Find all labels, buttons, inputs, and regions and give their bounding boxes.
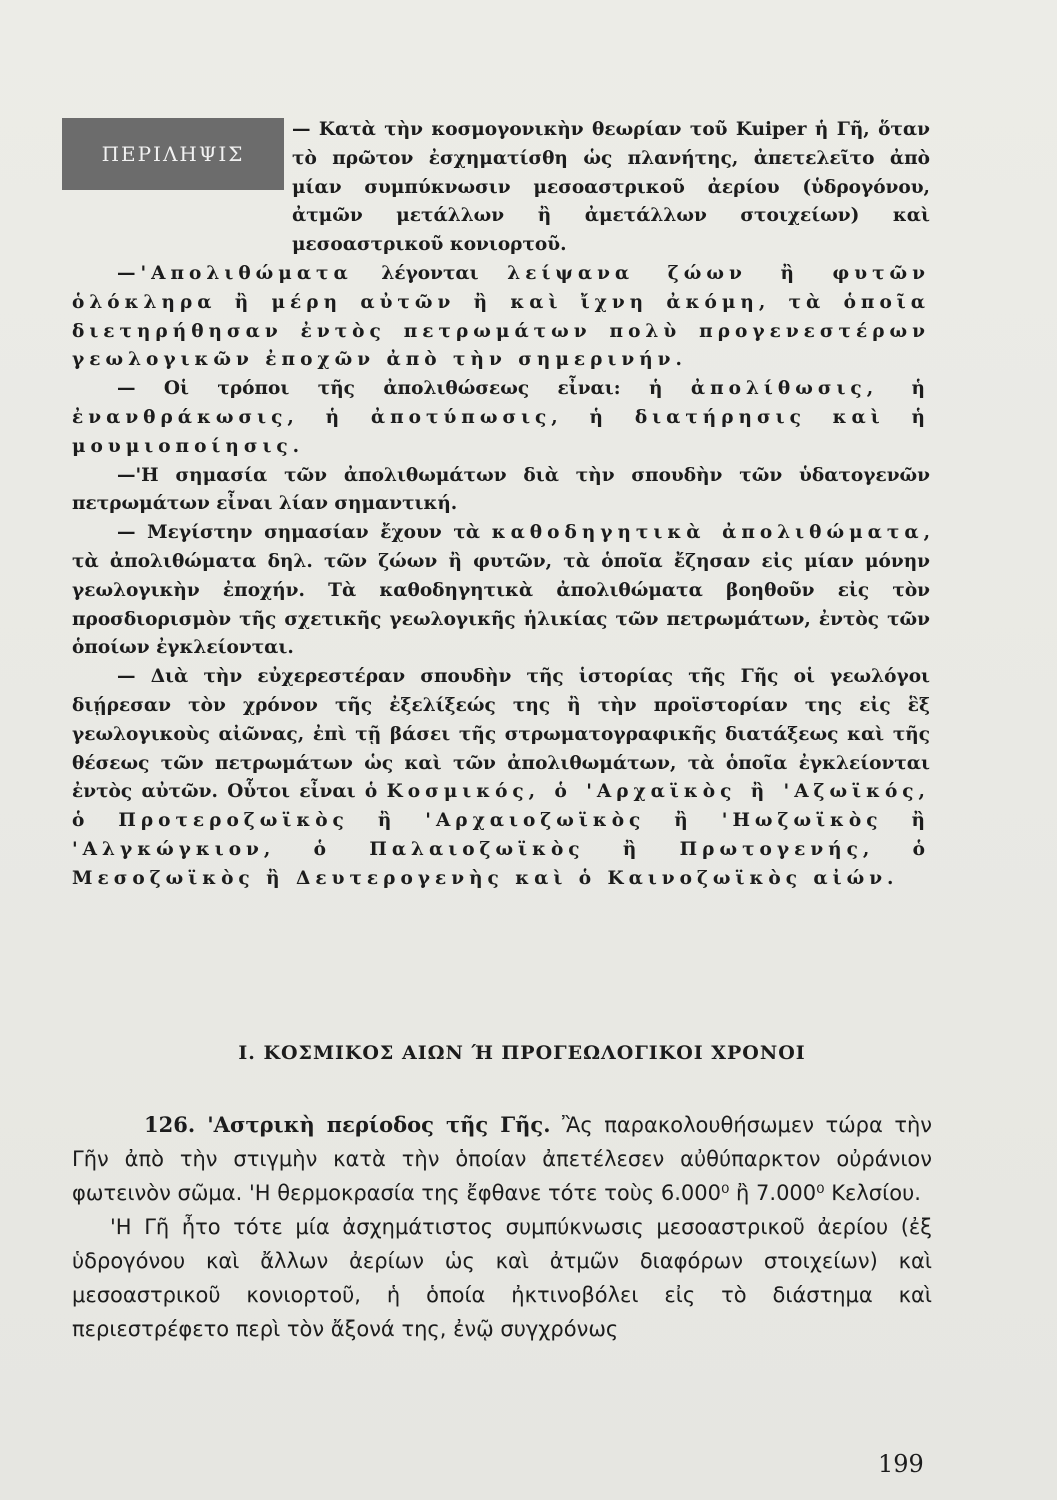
summary-badge-label: ΠΕΡΙΛΗΨΙΣ	[101, 142, 245, 166]
page-number: 199	[878, 1450, 924, 1478]
chapter-title: Ι. ΚΟΣΜΙΚΟΣ ΑΙΩΝ Ή ΠΡΟΓΕΩΛΟΓΙΚΟΙ ΧΡΟΝΟΙ	[238, 1042, 806, 1064]
summary-paragraph-fossils: —'Απολιθώματα λέγονται λείψανα ζώων ἢ φυτῶν ὁλόκληρα ἢ μέρη αὐτῶν ἢ καὶ ἴχνη ἀκόμη, τὰ ὁποῖα διετηρήθησαν ἐντὸς πετρωμάτων πολὺ προγενεστέρων γεωλογικῶν ἐποχῶν ἀπὸ τὴν σημερινήν.	[72, 262, 931, 371]
section-heading: 126. 'Αστρικὴ περίοδος τῆς Γῆς.	[144, 1112, 551, 1137]
section-paragraph-1: 126. 'Αστρικὴ περίοδος τῆς Γῆς. Ἂς παρακολουθήσωμεν τώρα τὴν Γῆν ἀπὸ τὴν στιγμὴν κατὰ τὴν ὁποίαν ἀπετέλεσεν αὐθύπαρκτον οὐράνιον φωτεινὸν σῶμα. 'Η θερμοκρασία της ἔφθανε τότε τοὺς 6.000⁰ ἢ 7.000⁰ Κελσίου.	[72, 1112, 932, 1205]
summary-paragraph-eons: — Διὰ τὴν εὐχερεστέραν σπουδὴν τῆς ἱστορίας τῆς Γῆς οἱ γεωλόγοι διῄρεσαν τὸν χρόνον τῆς ἐξελίξεώς της ἢ τὴν προϊστορίαν της εἰς ἓξ γεωλογικοὺς αἰῶνας, ἐπὶ τῇ βάσει τῆς στρωματογραφικῆς διατάξεως καὶ τῆς θέσεως τῶν πετρωμάτων ὡς καὶ τῶν ἀπολιθωμάτων, τὰ ὁποῖα ἐγκλείονται ἐντὸς αὐτῶν. Οὗτοι εἶναι ὁ Κοσμικός, ὁ 'Αρχαϊκὸς ἢ 'Αζωϊκός, ὁ Προτεροζωϊκὸς ἢ 'Αρχαιοζωϊκὸς ἢ 'Ηωζωϊκὸς ἢ 'Αλγκώγκιον, ὁ Παλαιοζωϊκὸς ἢ Πρωτογενής, ὁ Μεσοζωϊκὸς ἢ Δευτερογενὴς καὶ ὁ Καινοζωϊκὸς αἰών.	[72, 666, 930, 889]
summary-block	[72, 116, 930, 894]
section-paragraph-2: 'Η Γῆ ἦτο τότε μία ἀσχημάτιστος συμπύκνωσις μεσοαστρικοῦ ἀερίου (ἐξ ὑδρογόνου καὶ ἄλλων ἀερίων ὡς καὶ ἀτμῶν διαφόρων στοιχείων) καὶ μεσοαστρικοῦ κονιορτοῦ, ἡ ὁποία ἠκτινοβόλει εἰς τὸ διάστημα καὶ περιεστρέφετο περὶ τὸν ἄξονά της, ἐνῷ συγχρόνως	[72, 1215, 932, 1341]
summary-paragraph-importance: —'Η σημασία τῶν ἀπολιθωμάτων διὰ τὴν σπουδὴν τῶν ὑδατογενῶν πετρωμάτων εἶναι λίαν σημαντική.	[72, 464, 930, 515]
main-text	[72, 1108, 932, 1346]
summary-paragraph-index-fossils: — Μεγίστην σημασίαν ἔχουν τὰ καθοδηγητικὰ ἀπολιθώματα, τὰ ἀπολιθώματα δηλ. τῶν ζώων ἢ φυτῶν, τὰ ὁποῖα ἔζησαν εἰς μίαν μόνην γεωλογικὴν ἐποχήν. Τὰ καθοδηγητικὰ ἀπολιθώματα βοηθοῦν εἰς τὸν προσδιορισμὸν τῆς σχετικῆς γεωλογικῆς ἡλικίας τῶν πετρωμάτων, ἐντὸς τῶν ὁποίων ἐγκλείονται.	[72, 522, 931, 659]
summary-paragraph-kuiper: — Κατὰ τὴν κοσμογονικὴν θεωρίαν τοῦ Kuiper ἡ Γῆ, ὅταν τὸ πρῶτον ἐσχηματίσθη ὡς πλανήτης, ἀπετελεῖτο ἀπὸ μίαν συμπύκνωσιν μεσοαστρικοῦ ἀερίου (ὑδρογόνου, ἀτμῶν μετάλλων ἢ ἀμετάλλων στοιχείων) καὶ μεσοαστρικοῦ κονιορτοῦ.	[292, 119, 930, 256]
summary-paragraph-fossilization: — Οἱ τρόποι τῆς ἀπολιθώσεως εἶναι: ἡ ἀπολίθωσις, ἡ ἐνανθράκωσις, ἡ ἀποτύπωσις, ἡ διατήρησις καὶ ἡ μουμιοποίησις.	[72, 378, 931, 457]
